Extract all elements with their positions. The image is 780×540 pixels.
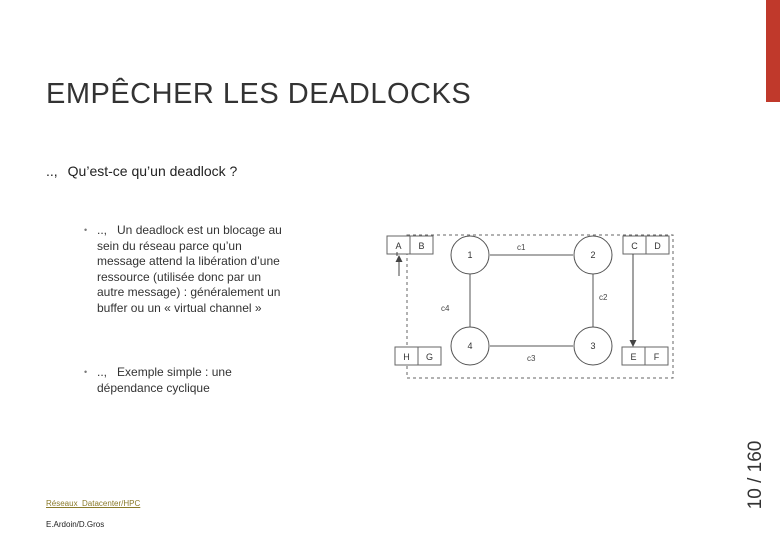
node-label: 3 <box>590 341 596 351</box>
bullet-dot: • <box>84 367 88 377</box>
bullet-marker: .., <box>97 223 108 237</box>
buffer-label: B <box>418 241 425 251</box>
deadlock-cycle-diagram <box>385 228 695 383</box>
main-bullet <box>46 163 237 179</box>
channel-label: c1 <box>517 243 526 252</box>
channel-label: c3 <box>527 354 536 363</box>
node-3 <box>574 327 612 365</box>
buffer-bottom-right <box>622 347 668 365</box>
node-label: 1 <box>467 250 473 260</box>
buffer-bottom-left <box>395 347 441 365</box>
page-number-text: 10 / 160 <box>745 440 766 510</box>
buffer-label: C <box>631 241 638 251</box>
node-2 <box>574 236 612 274</box>
bullet-marker: .., <box>97 365 108 379</box>
footer-course-link[interactable]: Réseaux_Datacenter/HPC <box>46 499 141 508</box>
buffer-label: F <box>653 352 660 362</box>
buffer-label: G <box>425 352 434 362</box>
buffer-top-left <box>387 236 433 254</box>
sub-bullet-definition <box>84 223 284 317</box>
buffer-label: A <box>395 241 402 251</box>
channel-label: c4 <box>441 304 450 313</box>
bullet-dot: • <box>84 225 88 235</box>
buffer-top-right <box>623 236 669 254</box>
accent-bar <box>766 0 780 102</box>
node-label: 2 <box>590 250 596 260</box>
main-bullet-text: Qu’est-ce qu’un deadlock ? <box>67 163 238 179</box>
slide-title: EMPÊCHER LES DEADLOCKS <box>46 78 472 110</box>
buffer-label: D <box>654 241 661 251</box>
node-4 <box>451 327 489 365</box>
page-number <box>736 420 776 530</box>
sub-bullet-example <box>84 365 284 396</box>
buffer-label: E <box>630 352 637 362</box>
node-1 <box>451 236 489 274</box>
sub-bullet-text: Exemple simple : une dépendance cyclique <box>97 365 232 395</box>
footer-author: E.Ardoin/D.Gros <box>46 520 105 529</box>
channel-label: c2 <box>599 293 608 302</box>
buffer-label: H <box>403 352 410 362</box>
node-label: 4 <box>467 341 473 351</box>
bullet-marker: .., <box>46 163 58 179</box>
sub-bullet-text: Un deadlock est un blocage au sein du réseau parce qu’un message attend la libération d’une ressource (utilisée donc par un autre message) : généralement un buffer ou un « virtual channel » <box>97 223 282 315</box>
